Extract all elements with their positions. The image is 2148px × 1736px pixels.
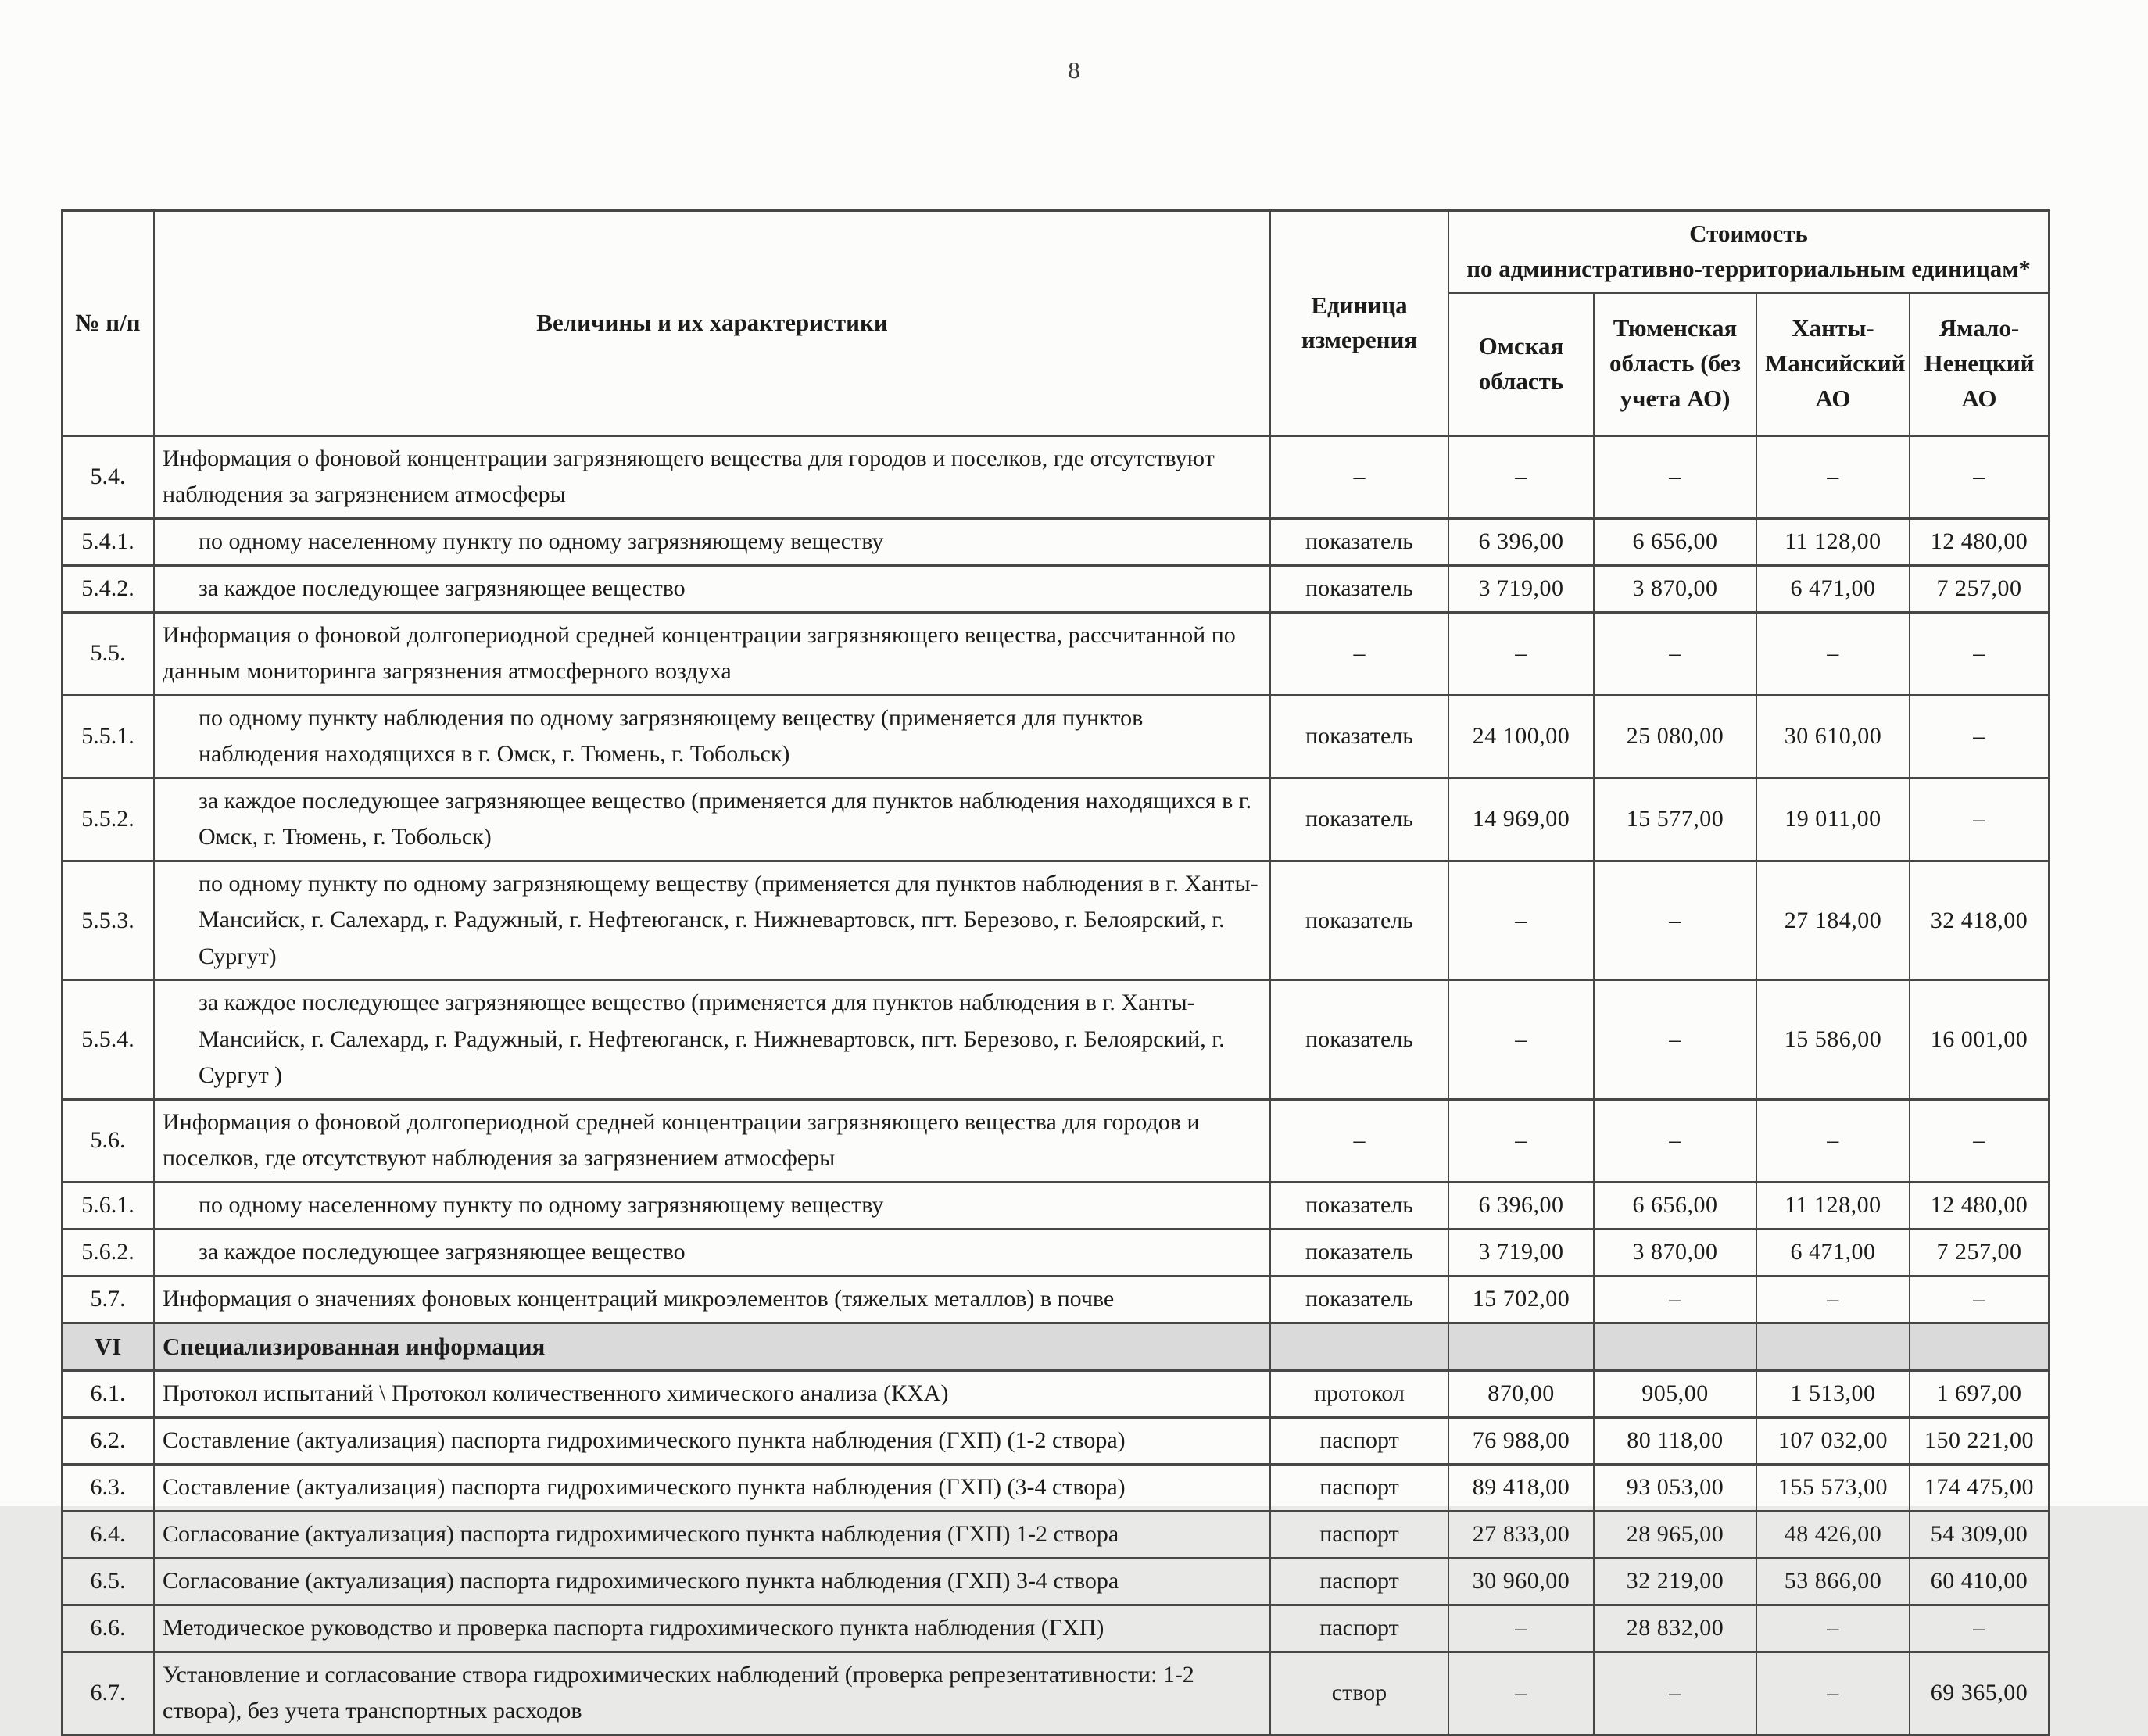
table-row bbox=[62, 435, 2049, 518]
row-value: – bbox=[1910, 1099, 2049, 1182]
row-unit: показатель bbox=[1270, 565, 1448, 612]
row-value: 89 418,00 bbox=[1448, 1464, 1594, 1511]
row-number: 5.7. bbox=[62, 1276, 154, 1323]
row-description: Информация о значениях фоновых концентраций микроэлементов (тяжелых металлов) в почве bbox=[154, 1276, 1270, 1323]
row-value: – bbox=[1448, 1605, 1594, 1652]
row-value: 32 418,00 bbox=[1910, 861, 2049, 980]
row-number: 5.4.2. bbox=[62, 565, 154, 612]
row-value: 16 001,00 bbox=[1910, 980, 2049, 1100]
row-value: – bbox=[1448, 1652, 1594, 1734]
row-value: 53 866,00 bbox=[1756, 1558, 1910, 1605]
row-number: 5.4.1. bbox=[62, 518, 154, 565]
row-unit: паспорт bbox=[1270, 1464, 1448, 1511]
row-value: 107 032,00 bbox=[1756, 1417, 1910, 1464]
row-description: за каждое последующее загрязняющее вещество (применяется для пунктов наблюдения находящихся в г. Омск, г. Тюмень, г. Тобольск) bbox=[154, 778, 1270, 861]
row-value: – bbox=[1756, 435, 1910, 518]
row-value: 28 832,00 bbox=[1594, 1605, 1756, 1652]
col-header-num: № п/п bbox=[62, 211, 154, 436]
row-value: 27 833,00 bbox=[1448, 1511, 1594, 1558]
cost-group-line2: по административно-территориальным единицам* bbox=[1466, 254, 2031, 282]
row-value: 6 396,00 bbox=[1448, 1182, 1594, 1229]
col-header-unit: Единица измерения bbox=[1270, 211, 1448, 436]
row-description: Согласование (актуализация) паспорта гидрохимического пункта наблюдения (ГХП) 1-2 створа bbox=[154, 1511, 1270, 1558]
row-unit: паспорт bbox=[1270, 1511, 1448, 1558]
row-value: 27 184,00 bbox=[1756, 861, 1910, 980]
cost-group-line1: Стоимость bbox=[1689, 220, 1808, 247]
row-unit: показатель bbox=[1270, 1182, 1448, 1229]
row-value: 3 870,00 bbox=[1594, 1229, 1756, 1276]
row-unit: показатель bbox=[1270, 695, 1448, 778]
col-header-region: Омская область bbox=[1448, 292, 1594, 435]
row-number: 5.5.4. bbox=[62, 980, 154, 1100]
row-unit: паспорт bbox=[1270, 1605, 1448, 1652]
col-header-region: Ямало-Ненецкий АО bbox=[1910, 292, 2049, 435]
row-value: 24 100,00 bbox=[1448, 695, 1594, 778]
row-number: 6.1. bbox=[62, 1370, 154, 1417]
row-value: 6 656,00 bbox=[1594, 1182, 1756, 1229]
row-value: 905,00 bbox=[1594, 1370, 1756, 1417]
row-value: 15 702,00 bbox=[1448, 1276, 1594, 1323]
row-unit: показатель bbox=[1270, 980, 1448, 1100]
row-value: – bbox=[1910, 1605, 2049, 1652]
row-value: – bbox=[1756, 1605, 1910, 1652]
row-value: – bbox=[1594, 861, 1756, 980]
table-row bbox=[62, 1652, 2049, 1734]
page-number: 8 bbox=[1068, 56, 1080, 84]
row-description: по одному населенному пункту по одному загрязняющему веществу bbox=[154, 1182, 1270, 1229]
row-unit: показатель bbox=[1270, 861, 1448, 980]
row-value: 19 011,00 bbox=[1756, 778, 1910, 861]
row-value bbox=[1756, 1323, 1910, 1370]
row-unit: – bbox=[1270, 1099, 1448, 1182]
row-value: – bbox=[1448, 612, 1594, 695]
table-row bbox=[62, 1511, 2049, 1558]
table-row bbox=[62, 980, 2049, 1100]
row-value: – bbox=[1448, 435, 1594, 518]
row-value bbox=[1910, 1323, 2049, 1370]
row-value: – bbox=[1594, 612, 1756, 695]
table-row bbox=[62, 1605, 2049, 1652]
row-value: 54 309,00 bbox=[1910, 1511, 2049, 1558]
row-unit: показатель bbox=[1270, 1276, 1448, 1323]
row-unit: – bbox=[1270, 612, 1448, 695]
row-value: 7 257,00 bbox=[1910, 565, 2049, 612]
row-unit bbox=[1270, 1323, 1448, 1370]
row-value: 3 870,00 bbox=[1594, 565, 1756, 612]
row-unit: паспорт bbox=[1270, 1558, 1448, 1605]
row-description: Установление и согласование створа гидрохимических наблюдений (проверка репрезентативности: 1-2 створа), без учета транспортных расходов bbox=[154, 1652, 1270, 1734]
row-value: 150 221,00 bbox=[1910, 1417, 2049, 1464]
row-value: 76 988,00 bbox=[1448, 1417, 1594, 1464]
table-row bbox=[62, 1417, 2049, 1464]
row-value: 3 719,00 bbox=[1448, 1229, 1594, 1276]
table-row bbox=[62, 1370, 2049, 1417]
price-table bbox=[61, 209, 2050, 1736]
row-unit: протокол bbox=[1270, 1370, 1448, 1417]
row-value: – bbox=[1594, 435, 1756, 518]
row-value: – bbox=[1594, 1099, 1756, 1182]
row-number: 6.6. bbox=[62, 1605, 154, 1652]
row-unit: створ bbox=[1270, 1652, 1448, 1734]
row-value: 1 513,00 bbox=[1756, 1370, 1910, 1417]
row-description: Составление (актуализация) паспорта гидрохимического пункта наблюдения (ГХП) (3-4 створа) bbox=[154, 1464, 1270, 1511]
row-number: 5.5.1. bbox=[62, 695, 154, 778]
row-value: 15 577,00 bbox=[1594, 778, 1756, 861]
row-description: за каждое последующее загрязняющее вещество bbox=[154, 565, 1270, 612]
row-number: 5.6.2. bbox=[62, 1229, 154, 1276]
row-description: за каждое последующее загрязняющее вещество bbox=[154, 1229, 1270, 1276]
row-value: 30 610,00 bbox=[1756, 695, 1910, 778]
row-description: по одному пункту наблюдения по одному загрязняющему веществу (применяется для пунктов наблюдения находящихся в г. Омск, г. Тюмень, г. Тобольск) bbox=[154, 695, 1270, 778]
col-header-region: Тюменская область (без учета АО) bbox=[1594, 292, 1756, 435]
row-value: – bbox=[1594, 1652, 1756, 1734]
row-value: 11 128,00 bbox=[1756, 518, 1910, 565]
row-value: 48 426,00 bbox=[1756, 1511, 1910, 1558]
row-unit: показатель bbox=[1270, 778, 1448, 861]
row-value: – bbox=[1756, 612, 1910, 695]
row-number: 6.4. bbox=[62, 1511, 154, 1558]
table-row bbox=[62, 1229, 2049, 1276]
col-header-cost-group bbox=[1448, 211, 2049, 293]
row-number: 5.4. bbox=[62, 435, 154, 518]
row-description: за каждое последующее загрязняющее вещество (применяется для пунктов наблюдения в г. Ханты-Мансийск, г. Салехард, г. Радужный, г. Нефтеюганск, г. Нижневартовск, пгт. Березово, г. Белоярский, г. Сургут ) bbox=[154, 980, 1270, 1100]
row-description: Информация о фоновой концентрации загрязняющего вещества для городов и поселков, где отсутствуют наблюдения за загрязнением атмосферы bbox=[154, 435, 1270, 518]
row-value: – bbox=[1910, 435, 2049, 518]
row-value: 11 128,00 bbox=[1756, 1182, 1910, 1229]
row-value: 155 573,00 bbox=[1756, 1464, 1910, 1511]
row-value: – bbox=[1448, 861, 1594, 980]
row-number: 5.5.2. bbox=[62, 778, 154, 861]
table-row bbox=[62, 1099, 2049, 1182]
row-description: Составление (актуализация) паспорта гидрохимического пункта наблюдения (ГХП) (1-2 створа) bbox=[154, 1417, 1270, 1464]
col-header-region: Ханты-Мансийский АО bbox=[1756, 292, 1910, 435]
row-description: Согласование (актуализация) паспорта гидрохимического пункта наблюдения (ГХП) 3-4 створа bbox=[154, 1558, 1270, 1605]
table-row bbox=[62, 1464, 2049, 1511]
row-value: – bbox=[1448, 980, 1594, 1100]
row-value: 174 475,00 bbox=[1910, 1464, 2049, 1511]
row-value: – bbox=[1910, 695, 2049, 778]
row-value: 12 480,00 bbox=[1910, 1182, 2049, 1229]
table-header bbox=[62, 211, 2049, 436]
row-number: 5.5. bbox=[62, 612, 154, 695]
row-number: VI bbox=[62, 1323, 154, 1370]
table-body bbox=[62, 435, 2049, 1734]
row-value: – bbox=[1756, 1652, 1910, 1734]
row-description: Информация о фоновой долгопериодной средней концентрации загрязняющего вещества, рассчитанной по данным мониторинга загрязнения атмосферного воздуха bbox=[154, 612, 1270, 695]
row-value: – bbox=[1910, 612, 2049, 695]
row-value: 6 471,00 bbox=[1756, 1229, 1910, 1276]
row-value: – bbox=[1756, 1276, 1910, 1323]
row-value: 6 656,00 bbox=[1594, 518, 1756, 565]
row-unit: – bbox=[1270, 435, 1448, 518]
row-number: 6.5. bbox=[62, 1558, 154, 1605]
col-header-name: Величины и их характеристики bbox=[154, 211, 1270, 436]
section-row bbox=[62, 1323, 2049, 1370]
row-value: 25 080,00 bbox=[1594, 695, 1756, 778]
row-value: 6 471,00 bbox=[1756, 565, 1910, 612]
row-value: 60 410,00 bbox=[1910, 1558, 2049, 1605]
row-value: – bbox=[1594, 1276, 1756, 1323]
row-value: 7 257,00 bbox=[1910, 1229, 2049, 1276]
row-description: Протокол испытаний \ Протокол количественного химического анализа (КХА) bbox=[154, 1370, 1270, 1417]
row-unit: паспорт bbox=[1270, 1417, 1448, 1464]
table-row bbox=[62, 565, 2049, 612]
row-number: 5.5.3. bbox=[62, 861, 154, 980]
table-row bbox=[62, 1182, 2049, 1229]
row-value: – bbox=[1910, 778, 2049, 861]
row-unit: показатель bbox=[1270, 1229, 1448, 1276]
table-row bbox=[62, 861, 2049, 980]
table-row bbox=[62, 778, 2049, 861]
row-number: 5.6. bbox=[62, 1099, 154, 1182]
table-row bbox=[62, 612, 2049, 695]
row-value: 14 969,00 bbox=[1448, 778, 1594, 861]
row-value: 12 480,00 bbox=[1910, 518, 2049, 565]
row-value: – bbox=[1756, 1099, 1910, 1182]
row-value: 1 697,00 bbox=[1910, 1370, 2049, 1417]
row-value: – bbox=[1910, 1276, 2049, 1323]
row-description: по одному населенному пункту по одному загрязняющему веществу bbox=[154, 518, 1270, 565]
row-value: 32 219,00 bbox=[1594, 1558, 1756, 1605]
row-value bbox=[1594, 1323, 1756, 1370]
row-value: 6 396,00 bbox=[1448, 518, 1594, 565]
row-value: 80 118,00 bbox=[1594, 1417, 1756, 1464]
row-value: 15 586,00 bbox=[1756, 980, 1910, 1100]
row-value: – bbox=[1594, 980, 1756, 1100]
row-value: 870,00 bbox=[1448, 1370, 1594, 1417]
row-value: 69 365,00 bbox=[1910, 1652, 2049, 1734]
table-row bbox=[62, 695, 2049, 778]
row-number: 6.3. bbox=[62, 1464, 154, 1511]
row-value bbox=[1448, 1323, 1594, 1370]
row-unit: показатель bbox=[1270, 518, 1448, 565]
header-row-top bbox=[62, 211, 2049, 293]
table-row bbox=[62, 1276, 2049, 1323]
table-row bbox=[62, 518, 2049, 565]
row-description: Специализированная информация bbox=[154, 1323, 1270, 1370]
row-value: – bbox=[1448, 1099, 1594, 1182]
row-description: Информация о фоновой долгопериодной средней концентрации загрязняющего вещества для городов и поселков, где отсутствуют наблюдения за загрязнением атмосферы bbox=[154, 1099, 1270, 1182]
row-description: Методическое руководство и проверка паспорта гидрохимического пункта наблюдения (ГХП) bbox=[154, 1605, 1270, 1652]
row-number: 6.7. bbox=[62, 1652, 154, 1734]
row-number: 6.2. bbox=[62, 1417, 154, 1464]
row-value: 28 965,00 bbox=[1594, 1511, 1756, 1558]
row-value: 93 053,00 bbox=[1594, 1464, 1756, 1511]
row-number: 5.6.1. bbox=[62, 1182, 154, 1229]
table-row bbox=[62, 1558, 2049, 1605]
row-description: по одному пункту по одному загрязняющему веществу (применяется для пунктов наблюдения в г. Ханты-Мансийск, г. Салехард, г. Радужный, г. Нефтеюганск, г. Нижневартовск, пгт. Березово, г. Белоярский, г. Сургут) bbox=[154, 861, 1270, 980]
row-value: 3 719,00 bbox=[1448, 565, 1594, 612]
row-value: 30 960,00 bbox=[1448, 1558, 1594, 1605]
